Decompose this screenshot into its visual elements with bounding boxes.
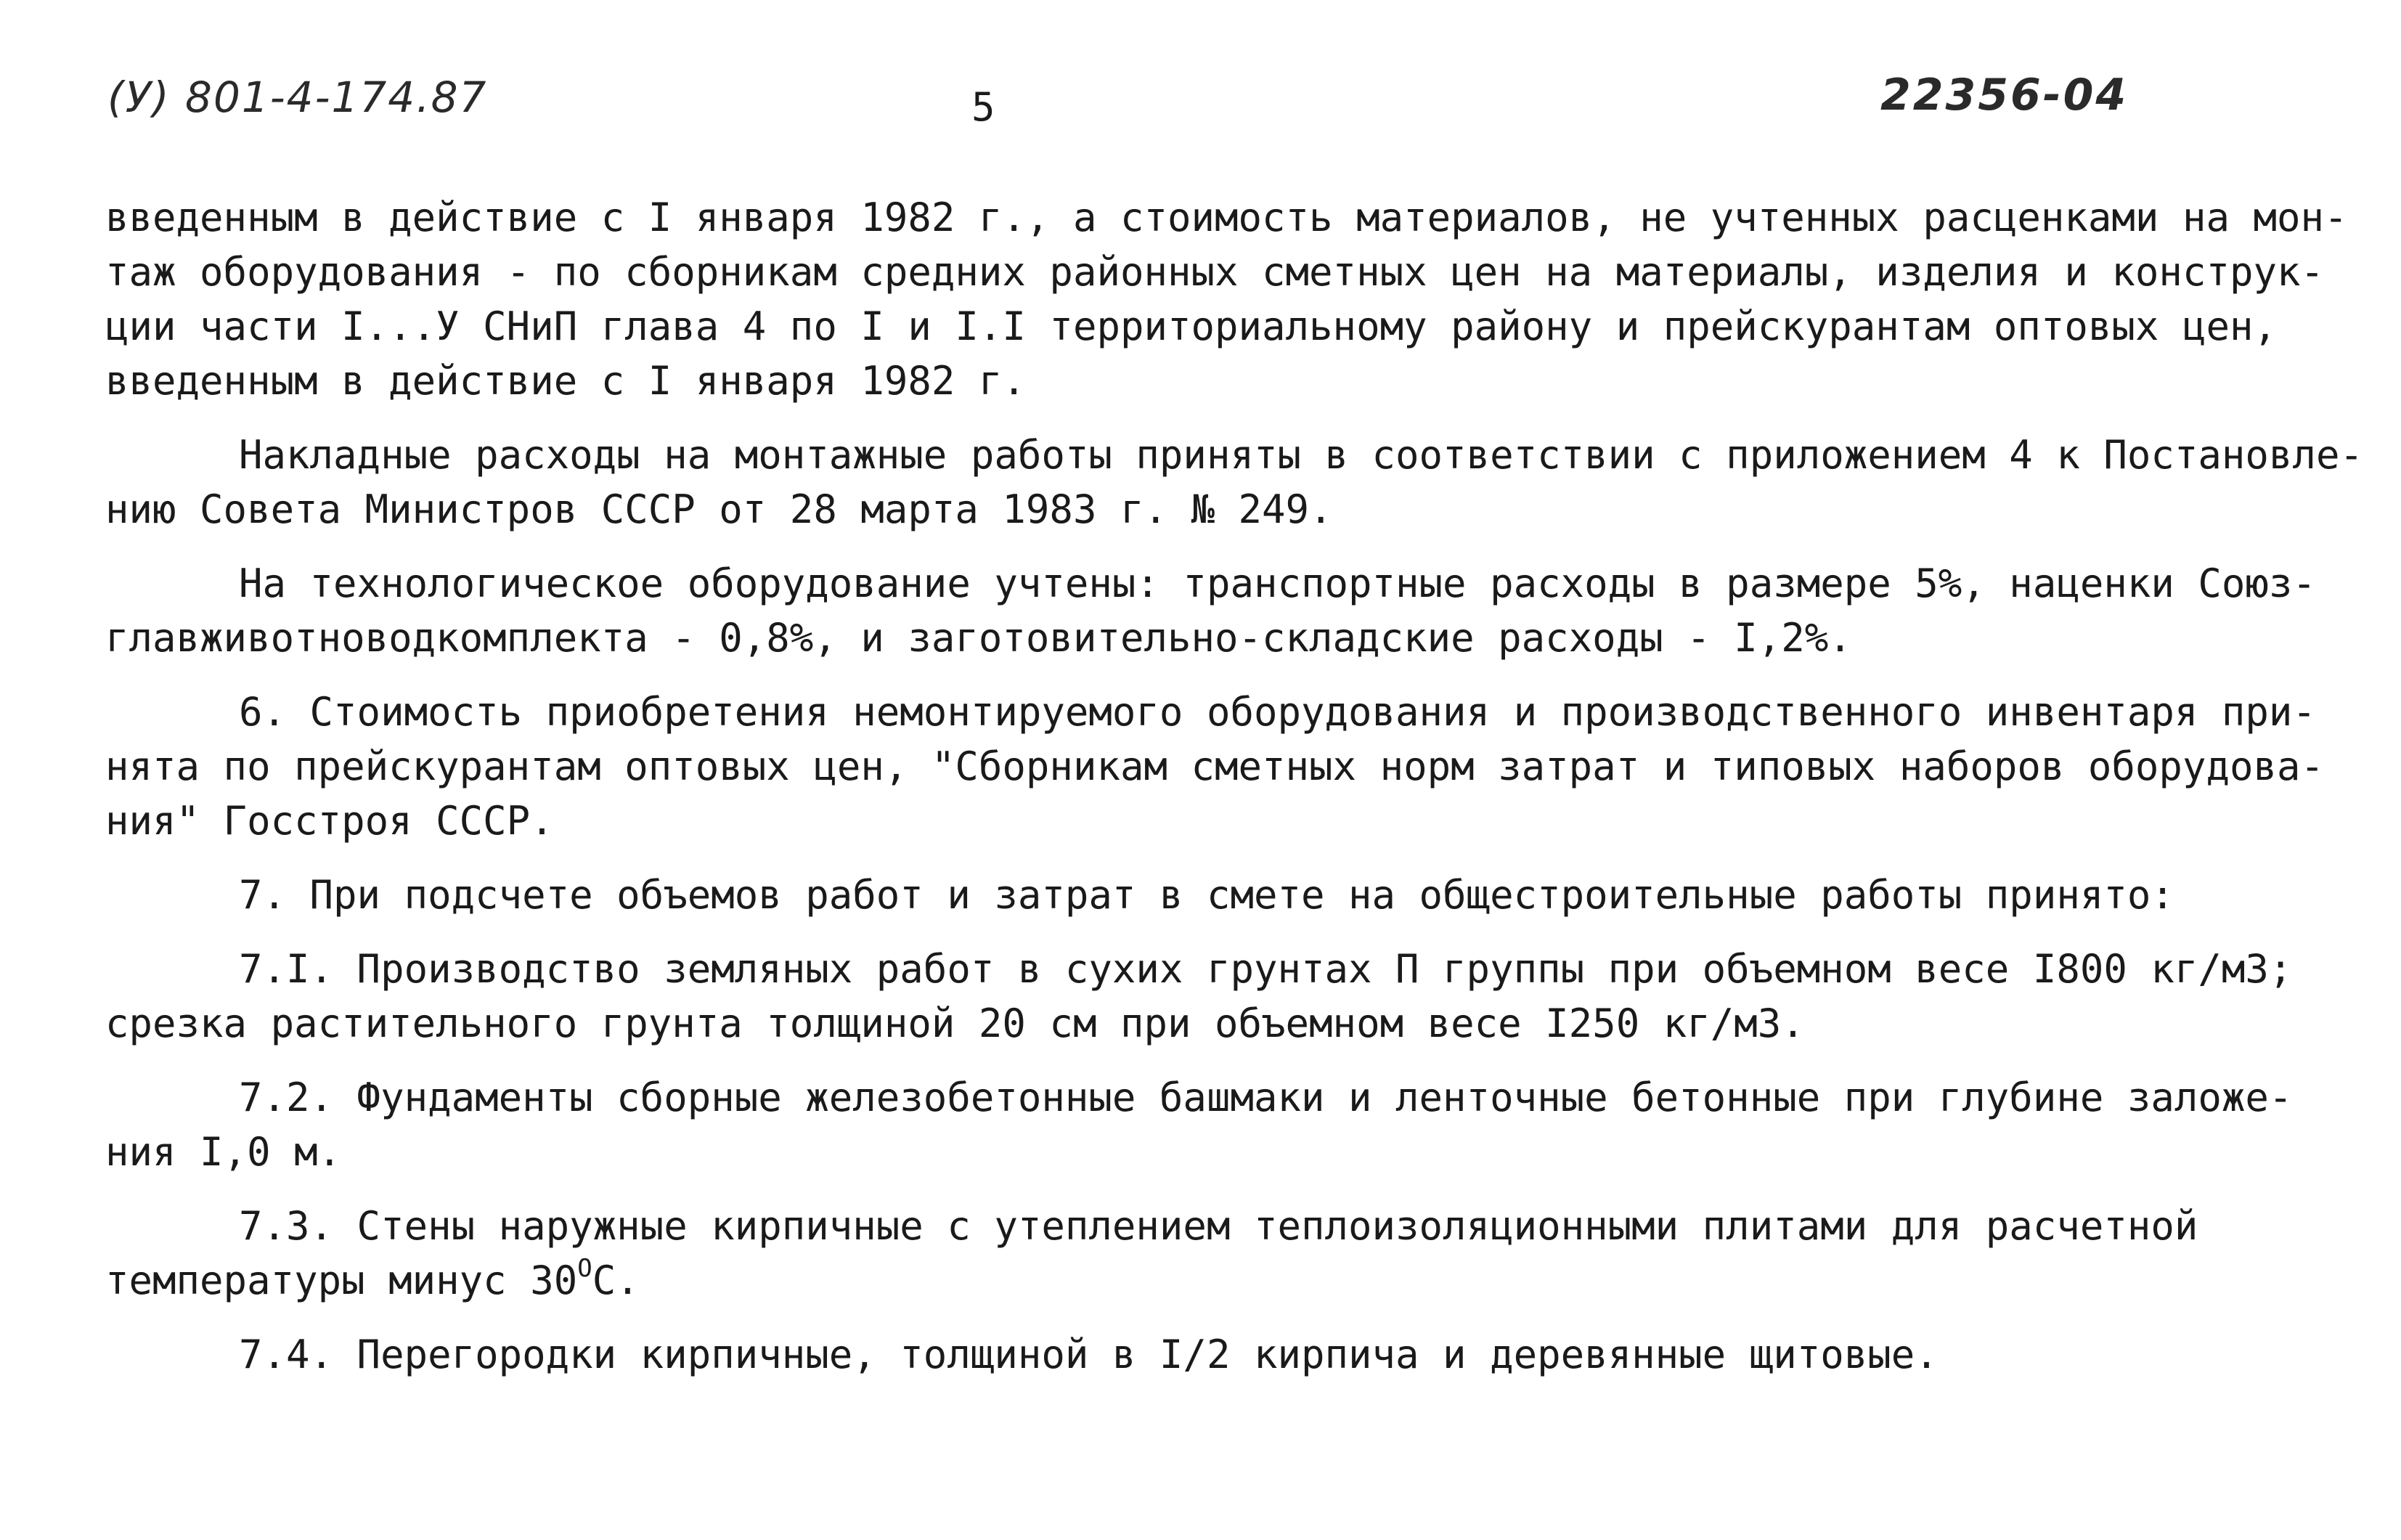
text-line: введенным в действие с I января 1982 г., а стоимость материалов, не учтенных расценками на мон- — [105, 195, 2348, 240]
text-line: введенным в действие с I января 1982 г. — [105, 358, 1026, 404]
text-line: ции части I...У СНиП глава 4 по I и I.I территориальному району и прейскурантам оптовых цен, — [105, 303, 2277, 349]
text-line: срезка растительного грунта толщиной 20 см при объемном весе I250 кг/м3. — [105, 1001, 1805, 1046]
text-line: 7.2. Фундаменты сборные железобетонные башмаки и ленточные бетонные при глубине заложе- — [239, 1075, 2293, 1120]
text-line: 7.4. Перегородки кирпичные, толщиной в I/2 кирпича и деревянные щитовые. — [239, 1332, 1939, 1377]
text-line: ния I,0 м. — [105, 1129, 342, 1175]
page-header — [0, 0, 2401, 174]
paragraph-equipment-markups — [105, 556, 2316, 665]
text-line: ния" Госстроя СССР. — [105, 798, 554, 844]
text-line: На технологическое оборудование учтены: транспортные расходы в размере 5%, наценки Союз- — [239, 561, 2316, 606]
paragraph-cost-basis — [105, 190, 2348, 408]
paragraph-7-1-earthworks — [105, 942, 2293, 1051]
text-line: 7.I. Производство земляных работ в сухих грунтах П группы при объемном весе I800 кг/м3; — [239, 946, 2293, 992]
paragraph-overhead — [105, 428, 2363, 537]
paragraph-7-2-foundations — [105, 1070, 2293, 1179]
text-line: нию Совета Министров СССР от 28 марта 1983 г. № 249. — [105, 486, 1333, 532]
text-line: 7.3. Стены наружные кирпичные с утеплением теплоизоляционными плитами для расчетной — [239, 1203, 2198, 1249]
paragraph-7-3-walls — [105, 1199, 2283, 1308]
text-line: 7. При подсчете объемов работ и затрат в смете на общестроительные работы принято: — [239, 872, 2174, 918]
document-code: (У) 801-4-174.87 — [107, 73, 488, 122]
text-line: Накладные расходы на монтажные работы приняты в соответствии с приложением 4 к Постановле- — [239, 432, 2363, 478]
text-line: нята по прейскурантам оптовых цен, "Сборникам сметных норм затрат и типовых наборов оборудова- — [105, 743, 2325, 789]
archive-number: 22356-04 — [1880, 70, 2129, 121]
text-line: таж оборудования - по сборникам средних районных сметных цен на материалы, изделия и конструк- — [105, 249, 2325, 295]
temperature-text: температуры минус 30 — [105, 1258, 578, 1303]
text-line: главживотноводкомплекта - 0,8%, и заготовительно-складские расходы - I,2%. — [105, 615, 1852, 661]
temperature-unit: С. — [592, 1258, 640, 1303]
paragraph-7-intro — [105, 868, 2283, 922]
paragraph-6-inventory — [105, 685, 2325, 848]
degree-superscript: О — [577, 1254, 592, 1283]
page-number: 5 — [971, 84, 995, 130]
text-line: 6. Стоимость приобретения немонтируемого оборудования и производственного инвентаря при- — [239, 689, 2316, 735]
paragraph-7-4-partitions — [105, 1327, 2283, 1382]
text-line-temperature — [105, 1253, 2283, 1308]
document-body — [105, 190, 2363, 1401]
